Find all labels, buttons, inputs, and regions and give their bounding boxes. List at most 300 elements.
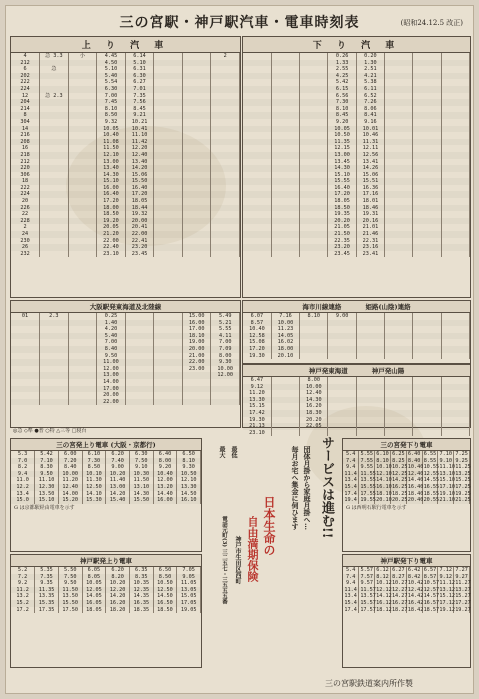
kobe-cell: 12.40 [300,390,328,397]
up-train-cell [211,99,240,106]
down-train-cell [385,66,413,73]
down-train-cell: 10.01 [356,126,384,133]
table-row [243,333,470,340]
kobe-down-cell: 17.4 [344,606,357,613]
kobe-cell [356,377,384,384]
up-train-cell [182,86,211,93]
down-train-cell [413,99,441,106]
kobe-up-cell: 17.2 [11,607,35,614]
sannomiya-down-cell: 20.40 [407,497,424,504]
osaka-cell [125,359,154,366]
kobe-cell [441,417,469,424]
up-train-cell [40,205,69,212]
down-train-cell [413,218,441,225]
kobe-up-cell: 18.35 [129,607,153,614]
up-train-cell: 11.50 [97,145,126,152]
up-train-cell [68,119,97,126]
down-train-cell [385,218,413,225]
up-train-cell [40,145,69,152]
up-train-cell [154,205,183,212]
connection-cell [385,313,413,320]
up-train-cell [182,244,211,251]
kobe-down-cell: 8.42 [407,573,421,580]
table-row [243,139,470,146]
sannomiya-up-cell: 6.10 [82,451,106,458]
down-train-cell [385,152,413,159]
osaka-cell: 17.00 [182,326,211,333]
up-train-cell: 4.50 [97,60,126,67]
up-train-cell [182,165,211,172]
down-train-cell [271,251,299,258]
down-train-cell [385,178,413,185]
osaka-cell [68,346,97,353]
down-train-cell [413,178,441,185]
table-row [243,198,470,205]
up-train-cell [154,73,183,80]
down-train-cell [441,251,469,258]
osaka-cell [11,346,40,353]
osaka-cell [154,392,183,399]
kobe-down-electric-table [342,554,471,668]
down-train-cell [413,244,441,251]
sannomiya-down-cell: 12.55 [423,470,440,477]
down-train-cell [300,198,328,205]
up-train-cell: 22.41 [125,238,154,245]
sannomiya-down-cell: 8.40 [407,457,421,464]
osaka-cell: 9.30 [211,359,240,366]
down-trains-table [242,36,471,298]
down-train-cell [300,66,328,73]
kobe-cell [356,410,384,417]
connection-cell [300,333,328,340]
osaka-cell: 2.3 [40,313,69,320]
kobe-cell: 16.20 [300,403,328,410]
kobe-up-cell: 17.50 [58,607,82,614]
table-row [343,471,470,478]
osaka-cell [40,353,69,360]
kobe-cell [328,417,356,424]
connection-cell [441,313,469,320]
connection-cell: 7.16 [271,313,299,320]
kobe-up-cell: 15.05 [177,593,201,600]
revision-date: (昭和24.12.5 改正) [400,19,463,27]
sannomiya-down-cell: 20.25 [391,497,408,504]
osaka-cell [40,372,69,379]
connection-cell [385,333,413,340]
kobe-down-cell: 9.12 [439,573,453,580]
up-train-cell: 10.40 [97,132,126,139]
down-train-cell [385,185,413,192]
table-row [243,152,470,159]
up-train-cell [211,112,240,119]
down-train-cell [271,231,299,238]
up-train-cell [68,152,97,159]
down-train-cell [385,172,413,179]
down-train-cell [441,211,469,218]
sannomiya-down-cell: 10.10 [376,464,392,471]
up-train-cell [182,139,211,146]
kobe-down-cell: 5.57 [360,567,373,573]
sannomiya-down-cell: 10.55 [423,464,440,471]
sannomiya-down-cell: 11.4 [344,470,357,477]
ad-company: 日本生命の [262,496,276,556]
osaka-cell [68,359,97,366]
table-row [243,403,470,410]
down-train-cell [300,191,328,198]
down-train-cell: 22.31 [356,238,384,245]
table-row [243,384,470,391]
up-train-cell: 10.41 [125,126,154,133]
up-train-cell: 20 [11,198,40,205]
down-train-cell [271,99,299,106]
up-train-cell: 5.10 [97,66,126,73]
down-train-cell [271,139,299,146]
kobe-up-cell: 13.50 [58,593,82,600]
down-train-cell [413,112,441,119]
table-row [11,60,240,67]
up-train-cell [40,211,69,218]
down-train-cell [413,106,441,113]
sannomiya-down-cell: 20.10 [376,497,392,504]
sannomiya-up-cell: 11.20 [58,477,82,484]
sannomiya-up-cell: 13.10 [129,484,153,491]
down-train-cell [243,139,271,146]
down-train-cell [300,112,328,119]
up-train-cell [154,152,183,159]
down-train-cell [243,99,271,106]
table-row [243,211,470,218]
up-train-cell [40,106,69,113]
table-row [243,93,470,100]
up-trains-table [10,36,241,298]
sannomiya-up-cell: 14.00 [58,491,82,498]
up-train-cell: 15.10 [97,178,126,185]
down-train-cell [271,145,299,152]
kobe-down-cell: 7.12 [439,567,453,573]
ad-min: 最低 [230,446,237,458]
down-train-cell [413,53,441,60]
kobe-down-cell: 14.12 [376,593,392,600]
up-train-cell [68,172,97,179]
table-row [11,607,201,614]
up-train-cell: 4.45 [97,53,126,60]
up-train-cell [68,99,97,106]
kobe-down-cell: 14.42 [407,593,424,600]
osaka-cell: 15.00 [182,313,211,320]
up-train-cell: 16.40 [97,191,126,198]
sannomiya-up-cell: 15.20 [58,497,82,504]
kobe-cell [413,377,441,384]
osaka-cell: 8.40 [97,346,126,353]
kobe-cell [441,410,469,417]
down-train-cell [385,79,413,86]
kobe-up-cell: 7.05 [177,567,201,574]
ad-product: 自由満期保険 [246,516,259,582]
down-train-cell [385,93,413,100]
kobe-down-cell: 6.27 [392,567,405,573]
down-train-cell [243,218,271,225]
kobe-cell: 17.42 [243,410,271,417]
up-train-cell [211,178,240,185]
up-train-cell [154,66,183,73]
sannomiya-up-cell: 13.4 [11,491,35,498]
osaka-cell [154,386,183,393]
connection-cell [356,333,384,340]
kobe-down-cell: 7.57 [360,573,373,580]
kobe-up-cell: 10.05 [82,580,106,587]
osaka-cell [125,333,154,340]
kobe-cell [385,403,413,410]
up-train-cell: 急 [40,66,69,73]
up-train-cell: 2 [211,53,240,60]
osaka-cell [125,353,154,360]
up-train-cell: 18 [11,178,40,185]
sannomiya-up-cell: 12.00 [153,477,177,484]
table-row [11,386,240,393]
kobe-cell: 15.15 [243,403,271,410]
osaka-cell [68,313,97,320]
table-row [343,607,470,614]
up-train-cell: 23.20 [125,244,154,251]
up-train-cell [154,126,183,133]
down-train-cell [271,224,299,231]
osaka-cell [125,320,154,327]
down-train-cell [413,231,441,238]
connection-cell: 10.00 [271,320,299,327]
table-row [243,238,470,245]
sannomiya-up-cell: 9.50 [35,471,59,478]
page-title: 三の宮駅・神戸駅汽車・電車時刻表 [119,15,360,31]
osaka-cell: 12.00 [97,366,126,373]
down-train-cell [243,86,271,93]
up-train-cell [154,53,183,60]
up-train-cell [211,73,240,80]
up-train-cell: 16.40 [125,185,154,192]
connection-cell: 8.57 [243,320,271,327]
down-train-cell: 12.15 [328,145,356,152]
kobe-down-cell: 12.57 [423,586,440,593]
table-row [11,587,201,594]
kobe-cell: 22.05 [300,423,328,430]
kobe-cell: 21.13 [243,423,271,430]
kobe-cell [271,390,299,397]
sannomiya-up-cell: 8.30 [35,464,59,471]
sannomiya-up-cell: 11.0 [11,477,35,484]
up-train-cell: 22 [11,211,40,218]
up-train-cell: 10.21 [125,119,154,126]
up-train-cell [211,119,240,126]
up-train-cell [182,251,211,258]
down-train-cell: 8.45 [328,112,356,119]
down-train-cell [271,106,299,113]
down-train-cell [300,244,328,251]
sannomiya-down-cell: 7.4 [343,458,359,465]
down-train-cell [300,60,328,67]
osaka-header: 大阪駅発東海道及北陸線 [11,301,240,313]
table-row [11,379,240,386]
up-train-cell [68,211,97,218]
up-train-cell: 20.05 [97,224,126,231]
table-row [243,390,470,397]
down-train-cell: 13.41 [356,159,384,166]
table-row [343,567,470,574]
up-train-cell [68,86,97,93]
sannomiya-up-cell: 9.20 [153,464,177,471]
osaka-cell [40,399,69,406]
up-train-cell [182,60,211,67]
up-train-cell [154,60,183,67]
kobe-cell [385,410,413,417]
sannomiya-down-cell: 17.55 [360,490,376,497]
table-row [11,165,240,172]
sannomiya-down-cell: 11.10 [439,464,455,471]
down-train-cell [385,198,413,205]
kobe-up-cell: 10.35 [129,580,153,587]
connection-cell [441,339,469,346]
up-train-cell [154,231,183,238]
osaka-cell [40,333,69,340]
osaka-cell [68,339,97,346]
down-train-cell: 18.05 [328,198,356,205]
down-train-cell: 7.30 [328,99,356,106]
down-train-cell [413,73,441,80]
down-train-cell [441,106,469,113]
down-train-cell [300,145,328,152]
kobe-up-cell: 10.50 [153,580,177,587]
up-train-cell: 230 [11,238,40,245]
up-train-cell: 8.10 [97,106,126,113]
connection-cell: 17.20 [243,346,271,353]
up-train-cell: 212 [11,159,40,166]
sannomiya-down-cell: 14.40 [407,477,424,484]
kobe-up-cell: 13.05 [177,587,201,594]
sannomiya-up-cell: 10.10 [82,471,106,478]
up-train-cell: 232 [11,251,40,258]
osaka-cell: 22.00 [97,399,126,406]
connection-header-right: 姫路(山陰)連絡 [365,303,411,311]
down-train-cell [271,126,299,133]
down-train-cell: 19.35 [328,211,356,218]
kobe-up-cell: 9.50 [58,580,82,587]
up-train-cell: 18.50 [97,211,126,218]
connection-cell [413,313,441,320]
up-train-cell: 6.30 [97,86,126,93]
kobe-up-cell: 14.20 [106,593,130,600]
kobe-down-cell: 18.27 [391,606,408,613]
connection-cell [441,320,469,327]
ad-max: 最大 [218,446,225,458]
sannomiya-down-grid [343,451,470,504]
table-row [11,593,201,600]
up-train-cell: 214 [11,106,40,113]
kobe-down-cell: 9.4 [343,580,359,587]
connection-cell [328,339,356,346]
osaka-cell [11,359,40,366]
down-train-cell [243,112,271,119]
osaka-cell: 20.00 [182,346,211,353]
down-train-cell [300,185,328,192]
osaka-cell [11,353,40,360]
down-train-cell [413,152,441,159]
connection-cell: 9.00 [328,313,356,320]
connection-cell [413,346,441,353]
up-train-cell: 222 [11,185,40,192]
table-row [243,346,470,353]
up-train-cell: 12.20 [125,145,154,152]
osaka-cell: 16.00 [182,320,211,327]
sannomiya-down-cell: 13.55 [360,477,376,484]
osaka-cell: 4.20 [97,326,126,333]
osaka-cell: 7.00 [97,339,126,346]
up-train-cell [182,53,211,60]
kobe-cell [441,377,469,384]
osaka-cell: 8.00 [211,353,240,360]
timetable-sheet [6,6,473,693]
up-train-cell [68,126,97,133]
up-train-cell: 202 [11,73,40,80]
table-row [243,99,470,106]
table-row [11,132,240,139]
up-train-cell: 13.00 [97,159,126,166]
table-row [243,218,470,225]
up-train-cell: 急 3.3 [40,53,69,60]
table-row [343,477,470,484]
footer-credit: 三の宮駅鉄道案内所作製 [325,679,413,688]
legend: ◎急 ◇準 ●普 ○特 △三等 □寝台 [13,428,87,434]
down-train-cell: 23.20 [328,244,356,251]
down-train-cell [300,178,328,185]
up-train-cell [182,159,211,166]
kobe-down-cell: 11.4 [344,586,357,593]
table-row [11,477,201,484]
kobe-up-cell: 14.05 [82,593,106,600]
up-train-cell [182,238,211,245]
sannomiya-up-cell: 13.30 [177,484,201,491]
down-train-cell [441,185,469,192]
up-train-cell [154,132,183,139]
down-train-cell [441,231,469,238]
sannomiya-up-cell: 8.2 [11,464,35,471]
sannomiya-down-cell: 6.25 [392,451,405,457]
kobe-cell [356,390,384,397]
osaka-cell [11,399,40,406]
osaka-cell [40,366,69,373]
sannomiya-up-cell: 10.00 [58,471,82,478]
down-train-cell: 10.05 [328,126,356,133]
kobe-cell: 9.12 [243,384,271,391]
up-train-cell [182,191,211,198]
kobe-cell: 6.47 [243,377,271,384]
table-row [243,53,470,60]
kobe-up-cell: 11.50 [58,587,82,594]
kobe-cell [413,397,441,404]
up-train-cell [182,185,211,192]
down-train-cell [243,165,271,172]
up-train-cell: 7.00 [97,93,126,100]
connection-cell: 8.10 [300,313,328,320]
up-train-cell: 23.45 [125,251,154,258]
up-train-cell [154,198,183,205]
up-train-cell: 4 [11,53,40,60]
table-row [343,580,470,587]
table-row [11,497,201,504]
table-row [343,593,470,600]
down-train-cell [413,86,441,93]
up-train-cell [40,185,69,192]
advertisement [206,436,336,646]
kobe-cell [441,397,469,404]
down-train-cell: 17.16 [356,191,384,198]
